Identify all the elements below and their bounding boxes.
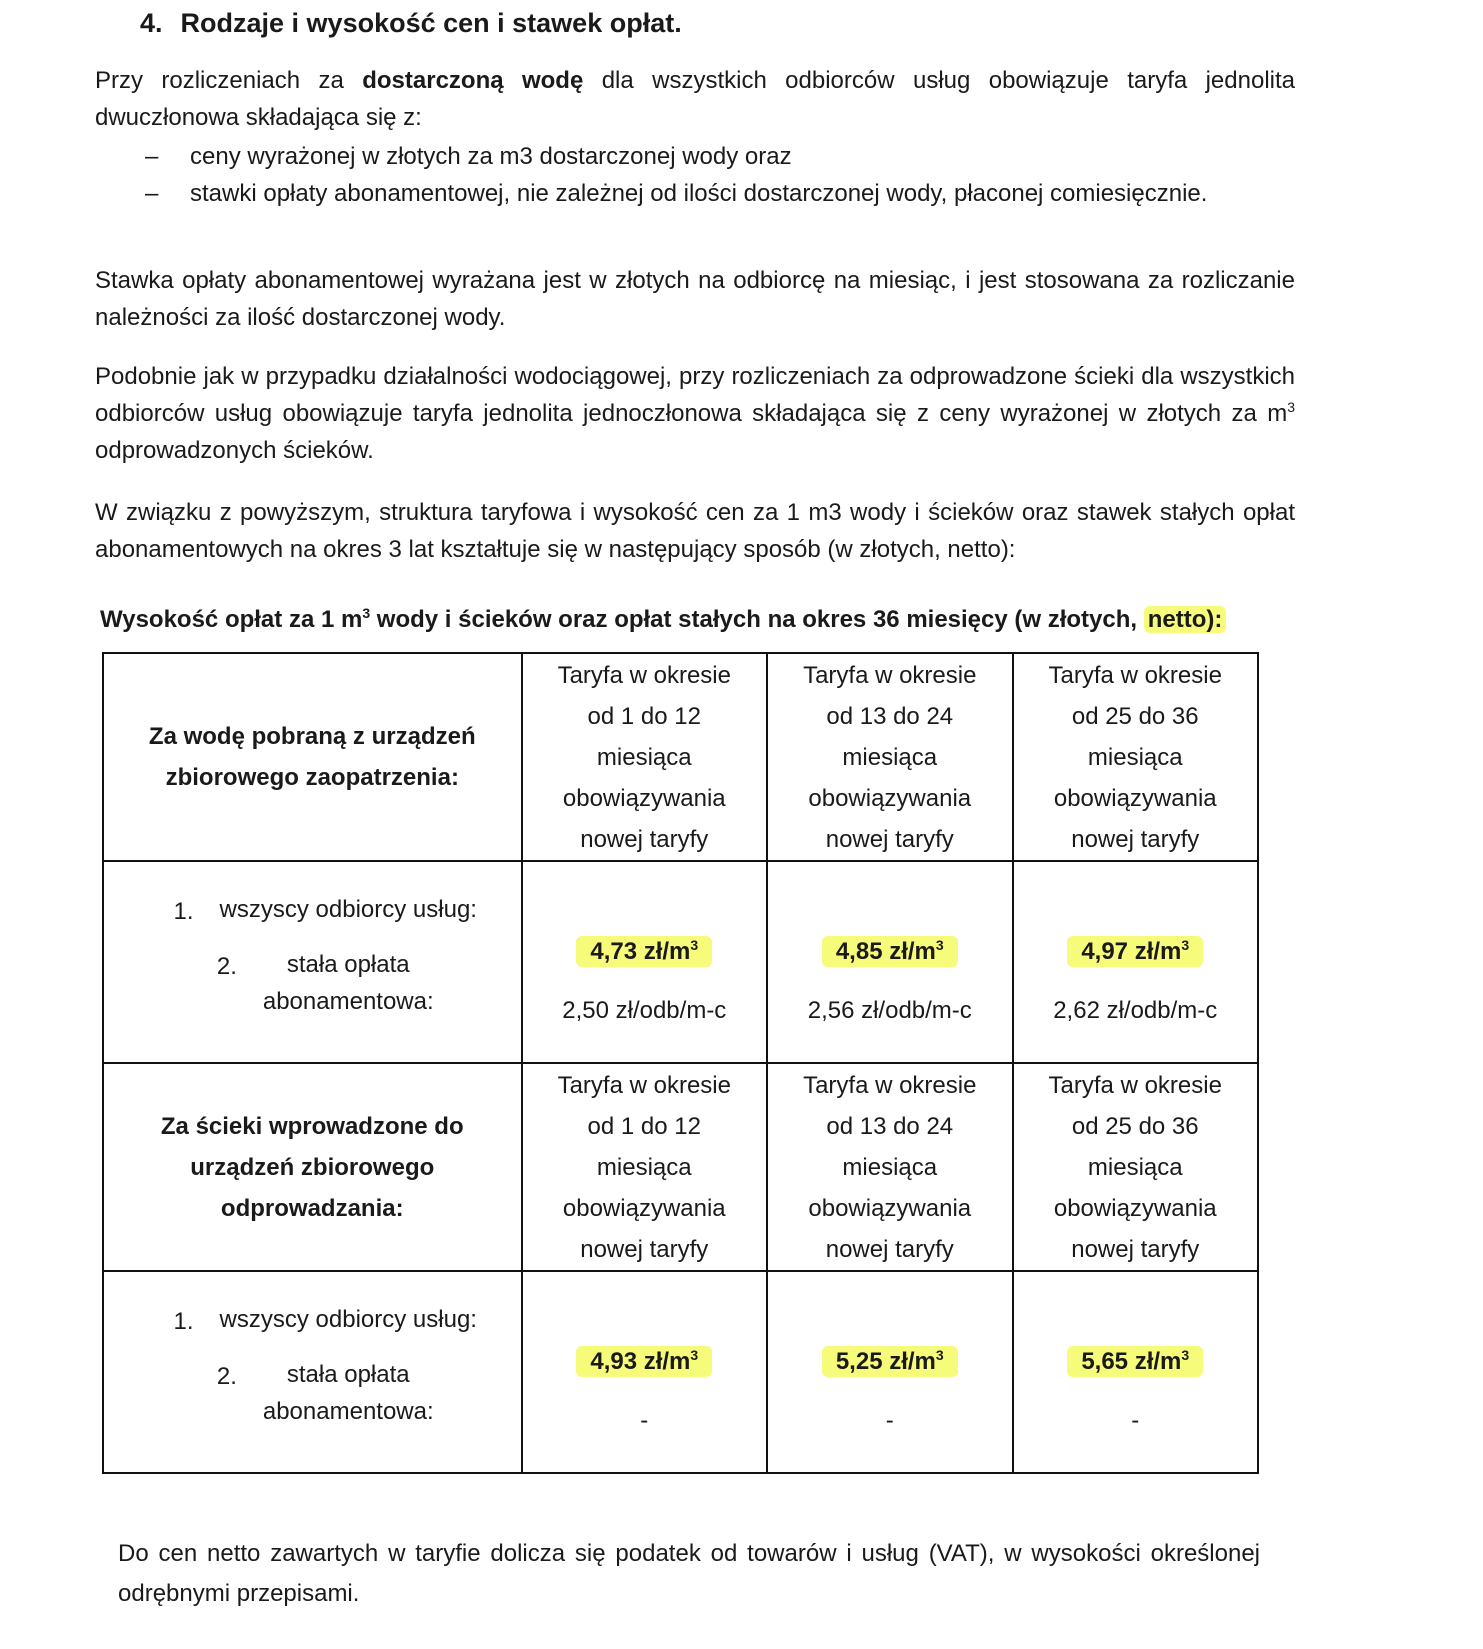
structure-paragraph: W związku z powyższym, struktura taryfowa i wysokość cen za 1 m3 wody i ścieków oraz stawek stałych opłat abonamentowych na okres 3 lat kształtuje się w następujący sposób (w złotych, netto):: [95, 499, 1295, 563]
list-item: [104, 1356, 521, 1430]
period-line: nowej taryfy: [580, 1235, 709, 1263]
period-header-1: [522, 1063, 767, 1271]
section-heading: [140, 8, 682, 39]
superscript: 3: [1181, 1347, 1190, 1363]
period-line: obowiązywania: [562, 1194, 726, 1222]
caption-text-middle: wody i ścieków oraz opłat stałych na okres 36 miesięcy (w złotych,: [370, 606, 1144, 633]
sewage-price-period-1: [576, 1346, 712, 1377]
water-price-period-1: [576, 936, 712, 967]
caption-highlight-netto: netto):: [1144, 606, 1227, 633]
superscript: 3: [690, 1347, 699, 1363]
period-line: Taryfa w okresie: [803, 1071, 977, 1099]
period-line: od 13 do 24: [826, 702, 954, 730]
intro-bold-water: dostarczoną wodę: [362, 67, 584, 94]
period-line: Taryfa w okresie: [1048, 661, 1222, 689]
price-value: 4,73 zł/m: [590, 938, 691, 965]
label-line: stała opłata: [286, 950, 410, 978]
water-price-period-3: [1067, 936, 1203, 967]
heading-line: Za wodę pobraną z urządzeń: [148, 723, 476, 750]
water-values-period-3: [1013, 861, 1259, 1063]
period-line: obowiązywania: [1053, 784, 1217, 812]
price-value: 5,65 zł/m: [1081, 1348, 1182, 1375]
table-caption: [100, 606, 1226, 634]
period-line: od 1 do 12: [587, 1112, 701, 1140]
period-line: miesiąca: [842, 1153, 938, 1181]
price-value: 4,97 zł/m: [1081, 938, 1182, 965]
period-line: miesiąca: [1087, 1153, 1183, 1181]
item-number: 2.: [216, 952, 237, 980]
water-price-period-2: [822, 936, 958, 967]
label-line: abonamentowa:: [262, 1397, 434, 1425]
sewage-paragraph: [95, 358, 1295, 469]
period-header-2: [767, 653, 1012, 861]
item-label: wszyscy odbiorcy usług:: [219, 895, 477, 923]
item-label: wszyscy odbiorcy usług:: [219, 1305, 477, 1333]
period-line: obowiązywania: [562, 784, 726, 812]
item-label: [263, 946, 434, 1020]
bullet-dash: –: [145, 143, 159, 170]
item-number: 1.: [173, 1307, 194, 1335]
sewage-text-end: odprowadzonych ścieków.: [95, 437, 374, 464]
table-row: [103, 653, 1258, 861]
sewage-fee-period-2: -: [885, 1407, 894, 1434]
heading-line: odprowadzania:: [220, 1194, 404, 1222]
item-number: 1.: [173, 897, 194, 925]
period-line: nowej taryfy: [1071, 825, 1200, 853]
label-line: abonamentowa:: [262, 987, 434, 1015]
period-line: Taryfa w okresie: [557, 661, 731, 689]
water-fee-period-2: 2,56 zł/odb/m-c: [807, 997, 972, 1024]
sewage-values-period-3: [1013, 1271, 1259, 1473]
period-line: miesiąca: [596, 743, 692, 771]
period-line: nowej taryfy: [825, 825, 954, 853]
period-header-3: [1013, 653, 1259, 861]
water-values-period-2: [767, 861, 1012, 1063]
sewage-text-start: Podobnie jak w przypadku działalności wodociągowej, przy rozliczeniach za odprowadzone ścieki dla wszystkich odbiorców usług obowiązuje taryfa jednolita jednoczłonowa składająca się z ceny wyrażonej w złotych za m: [95, 363, 1295, 427]
sewage-values-period-1: [522, 1271, 767, 1473]
heading-line: urządzeń zbiorowego: [190, 1153, 435, 1181]
period-line: Taryfa w okresie: [1048, 1071, 1222, 1099]
intro-text-start: Przy rozliczeniach za: [95, 67, 363, 94]
item-label: [263, 1356, 434, 1430]
list-item: [104, 891, 521, 932]
fee-paragraph: Stawka opłaty abonamentowej wyrażana jest w złotych na odbiorcę na miesiąc, i jest stosowana za rozliczanie należności za ilość dostarczonej wody.: [95, 267, 1295, 331]
water-fee-period-3: 2,62 zł/odb/m-c: [1053, 997, 1218, 1024]
price-value: 5,25 zł/m: [835, 1348, 936, 1375]
intro-paragraph: [95, 62, 1295, 136]
superscript: 3: [1181, 937, 1190, 953]
superscript: 3: [362, 605, 371, 621]
price-value: 4,93 zł/m: [590, 1348, 691, 1375]
sewage-items-cell: [103, 1271, 522, 1473]
sewage-fee-period-1: -: [640, 1407, 649, 1434]
heading-line: zbiorowego zaopatrzenia:: [165, 764, 459, 791]
period-line: obowiązywania: [1053, 1194, 1217, 1222]
bullet-item-fee: [145, 175, 1295, 212]
period-line: miesiąca: [596, 1153, 692, 1181]
period-line: Taryfa w okresie: [803, 661, 977, 689]
label-line: stała opłata: [286, 1360, 410, 1388]
superscript: 3: [1287, 399, 1295, 415]
bullet-text: stawki opłaty abonamentowej, nie zależnej od ilości dostarczonej wody, płaconej comiesięcznie.: [190, 180, 1208, 207]
period-line: nowej taryfy: [1071, 1235, 1200, 1263]
caption-text-start: Wysokość opłat za 1 m: [100, 606, 363, 633]
period-header-2: [767, 1063, 1012, 1271]
sewage-section-heading: [103, 1063, 522, 1271]
sewage-fee-period-3: -: [1131, 1407, 1140, 1434]
period-line: od 25 do 36: [1071, 702, 1199, 730]
superscript: 3: [935, 1347, 944, 1363]
intro-text-end: dla wszystkich odbiorców usług obowiązuje taryfa jednolita dwuczłonowa składająca się z:: [95, 67, 1295, 131]
superscript: 3: [690, 937, 699, 953]
section-title: Rodzaje i wysokość cen i stawek opłat.: [180, 8, 682, 38]
period-line: nowej taryfy: [825, 1235, 954, 1263]
period-header-3: [1013, 1063, 1259, 1271]
vat-note: Do cen netto zawartych w taryfie dolicza się podatek od towarów i usług (VAT), w wysokości określonej odrębnymi przepisami.: [118, 1540, 1260, 1607]
water-section-heading: [103, 653, 522, 861]
period-header-1: [522, 653, 767, 861]
table-row: [103, 1063, 1258, 1271]
sewage-price-period-3: [1067, 1346, 1203, 1377]
water-items-cell: [103, 861, 522, 1063]
section-number: 4.: [140, 8, 163, 38]
period-line: miesiąca: [1087, 743, 1183, 771]
tariff-table: [102, 652, 1259, 1474]
bullet-dash: –: [145, 180, 159, 207]
heading-line: Za ścieki wprowadzone do: [160, 1112, 464, 1140]
period-line: nowej taryfy: [580, 825, 709, 853]
sewage-price-period-2: [822, 1346, 958, 1377]
period-line: od 13 do 24: [826, 1112, 954, 1140]
item-number: 2.: [216, 1362, 237, 1390]
water-fee-period-1: 2,50 zł/odb/m-c: [562, 997, 727, 1024]
period-line: obowiązywania: [808, 1194, 972, 1222]
bullet-item-price: [145, 138, 1295, 175]
superscript: 3: [935, 937, 944, 953]
water-values-period-1: [522, 861, 767, 1063]
bullet-text: ceny wyrażonej w złotych za m3 dostarczonej wody oraz: [190, 143, 792, 170]
period-line: od 25 do 36: [1071, 1112, 1199, 1140]
list-item: [104, 1301, 521, 1342]
table-row: [103, 1271, 1258, 1473]
period-line: od 1 do 12: [587, 702, 701, 730]
table-row: [103, 861, 1258, 1063]
list-item: [104, 946, 521, 1020]
period-line: miesiąca: [842, 743, 938, 771]
sewage-values-period-2: [767, 1271, 1012, 1473]
price-value: 4,85 zł/m: [835, 938, 936, 965]
period-line: Taryfa w okresie: [557, 1071, 731, 1099]
period-line: obowiązywania: [808, 784, 972, 812]
